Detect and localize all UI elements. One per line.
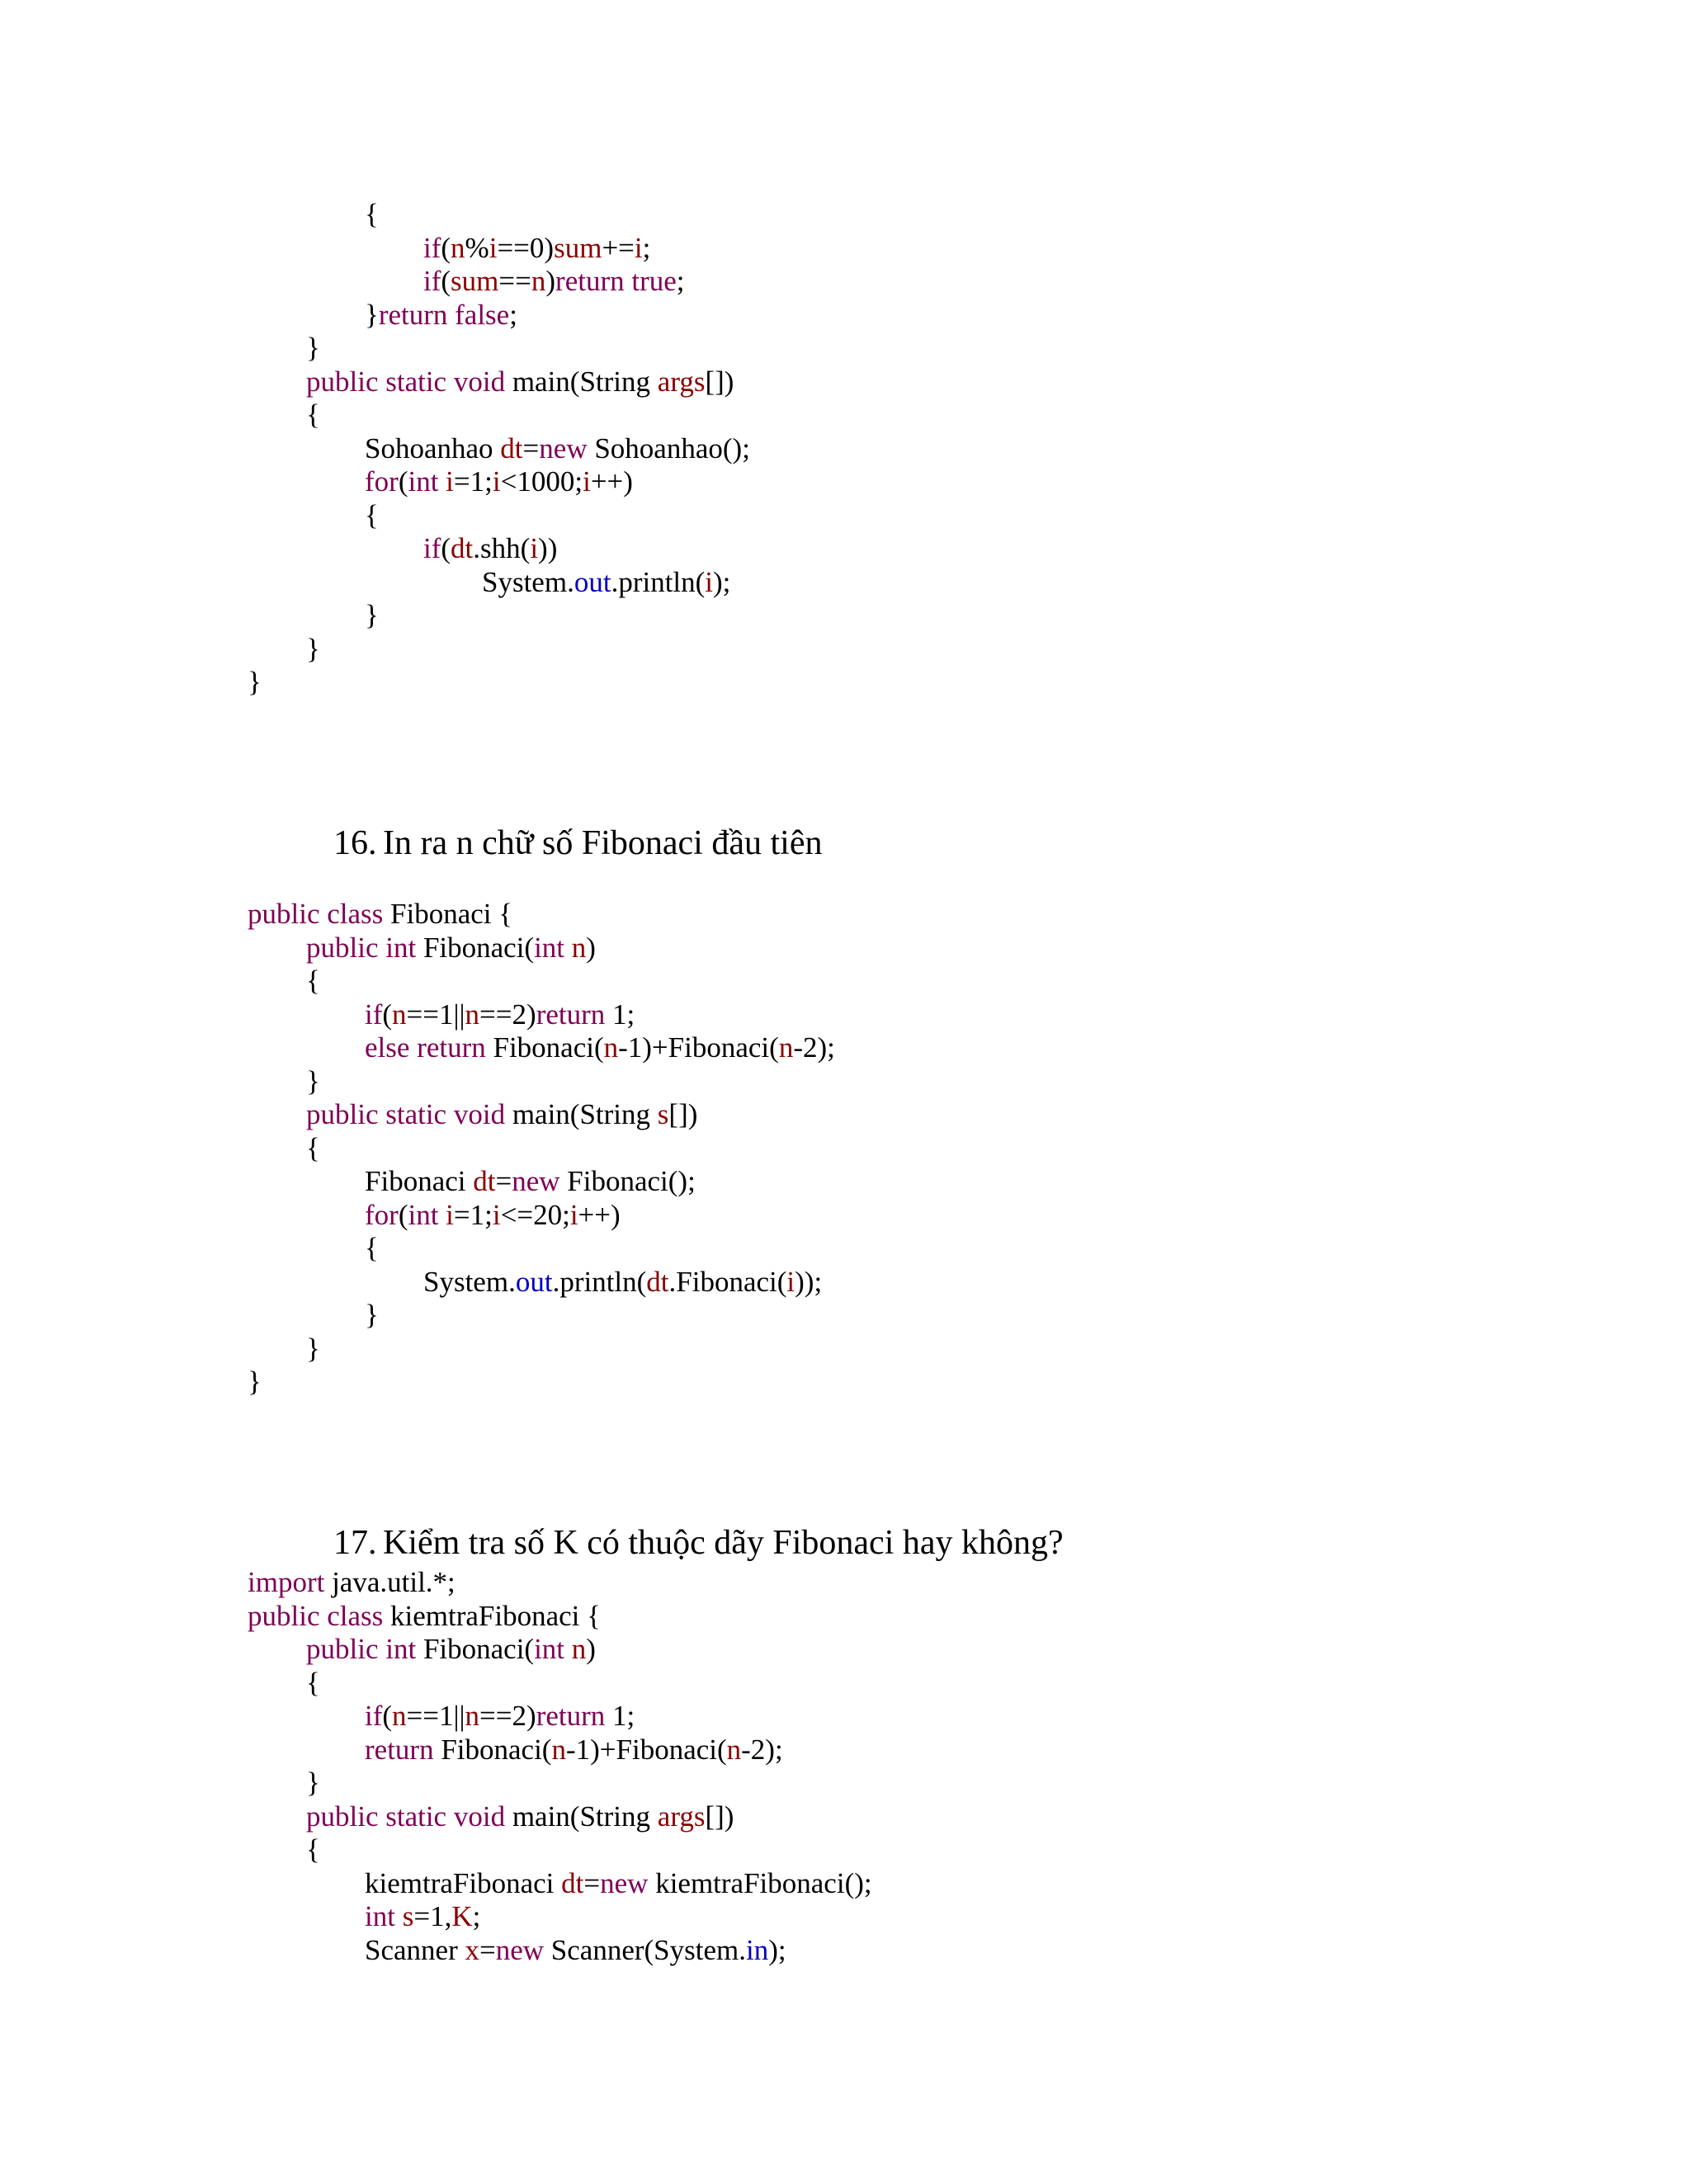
code-text: -2); <box>741 1733 783 1766</box>
code-keyword: int <box>408 1198 446 1231</box>
code-text: Fibonaci( <box>422 1633 535 1665</box>
code-block-perfect-number <box>248 198 750 700</box>
code-text: =1; <box>453 1198 493 1231</box>
code-text: = <box>583 1866 601 1899</box>
code-text: ++) <box>578 1198 621 1231</box>
code-keyword: return false <box>378 298 510 331</box>
code-text: Fibonaci( <box>422 931 535 964</box>
code-variable: n <box>571 1633 587 1665</box>
code-variable: args <box>657 365 706 398</box>
code-variable: i <box>492 1198 501 1231</box>
code-line <box>248 499 750 533</box>
code-text: = <box>522 432 540 465</box>
code-text: .println( <box>611 565 706 598</box>
code-text: } <box>365 599 379 631</box>
code-text: ; <box>676 265 685 297</box>
code-variable: i <box>786 1265 795 1298</box>
code-text: ==1|| <box>406 998 465 1031</box>
code-text: Sohoanhao(); <box>594 432 750 465</box>
code-text: -1)+Fibonaci( <box>565 1733 727 1766</box>
code-line <box>248 1734 872 1767</box>
code-variable: dt <box>451 532 474 564</box>
code-variable: i <box>492 465 501 498</box>
code-text: ==2) <box>479 998 536 1031</box>
code-text: <1000; <box>500 465 583 498</box>
section-title: In ra n chữ số Fibonaci đầu tiên <box>383 824 823 862</box>
code-text: kiemtraFibonaci(); <box>655 1866 872 1899</box>
code-text: main(String <box>512 1800 658 1833</box>
code-keyword: for <box>365 465 399 498</box>
code-keyword: return <box>536 998 613 1031</box>
code-variable: dt <box>500 432 523 465</box>
code-variable: i <box>446 465 454 498</box>
code-text: ; <box>472 1900 481 1932</box>
code-text: Scanner(System. <box>550 1933 746 1966</box>
code-line <box>248 666 750 700</box>
code-text: 1; <box>612 1700 635 1732</box>
code-field: out <box>574 565 611 598</box>
code-keyword: new <box>600 1866 656 1899</box>
code-text: Fibonaci( <box>493 1031 604 1064</box>
code-line <box>248 432 750 466</box>
code-line <box>248 1333 835 1366</box>
code-line <box>248 198 750 232</box>
code-text: ( <box>382 1700 393 1732</box>
code-text: { <box>306 1833 320 1866</box>
code-line <box>248 1767 872 1800</box>
code-keyword: new <box>539 432 595 465</box>
code-text: =1; <box>453 465 493 498</box>
code-line <box>248 1299 835 1333</box>
code-text: System. <box>423 1265 516 1298</box>
code-text: Fibonaci( <box>441 1733 552 1766</box>
code-line <box>248 532 750 566</box>
code-keyword: return <box>536 1700 613 1732</box>
code-line <box>248 1700 872 1734</box>
code-variable: x <box>465 1933 479 1966</box>
code-line <box>248 332 750 366</box>
code-text: Fibonaci { <box>390 898 513 930</box>
code-line <box>248 465 750 499</box>
code-text: { <box>306 1131 320 1164</box>
code-text: { <box>365 498 379 531</box>
code-keyword: else return <box>365 1031 493 1064</box>
code-text: []) <box>705 1800 734 1833</box>
code-keyword: int <box>534 931 572 964</box>
code-text: ++) <box>590 465 633 498</box>
code-line <box>248 633 750 667</box>
code-text: } <box>248 1366 262 1398</box>
code-text: } <box>306 332 320 364</box>
code-variable: n <box>726 1733 742 1766</box>
code-text: 1; <box>612 998 635 1031</box>
code-line <box>248 965 835 998</box>
code-variable: dt <box>646 1265 669 1298</box>
code-line <box>248 1031 835 1065</box>
code-keyword: public static void <box>306 1098 512 1130</box>
code-variable: s <box>657 1098 669 1130</box>
code-variable: n <box>465 998 480 1031</box>
code-text: { <box>306 1666 320 1699</box>
code-text: .Fibonaci( <box>668 1265 787 1298</box>
code-variable: args <box>657 1800 706 1833</box>
code-text: { <box>306 965 320 997</box>
code-line <box>248 1633 872 1667</box>
code-text: += <box>602 231 635 264</box>
code-text: } <box>365 1299 379 1331</box>
code-keyword: if <box>423 532 441 564</box>
code-text: .shh( <box>473 532 531 564</box>
code-line <box>248 1366 835 1399</box>
code-text: kiemtraFibonaci <box>365 1866 562 1899</box>
code-line <box>248 1566 872 1600</box>
code-keyword: if <box>423 265 441 297</box>
code-text: System. <box>482 565 574 598</box>
code-line <box>248 1934 872 1968</box>
section-heading-16 <box>299 781 822 905</box>
code-variable: s <box>402 1900 414 1932</box>
code-variable: i <box>569 1198 578 1231</box>
code-text: kiemtraFibonaci { <box>390 1599 601 1632</box>
code-text: ) <box>586 931 596 964</box>
code-keyword: public class <box>248 1599 391 1632</box>
code-text: =1, <box>413 1900 452 1932</box>
code-text: .println( <box>552 1265 647 1298</box>
code-text: java.util.*; <box>332 1566 456 1598</box>
code-line <box>248 1098 835 1132</box>
code-text: Scanner <box>365 1933 465 1966</box>
code-line <box>248 232 750 266</box>
code-keyword: for <box>365 1198 399 1231</box>
code-line <box>248 1266 835 1300</box>
code-variable: n <box>603 1031 619 1064</box>
code-text: )); <box>795 1265 823 1298</box>
code-text: -1)+Fibonaci( <box>618 1031 779 1064</box>
code-variable: n <box>392 998 407 1031</box>
code-text: []) <box>668 1098 698 1130</box>
code-text: ( <box>441 265 451 297</box>
code-text: { <box>365 1232 379 1264</box>
code-variable: i <box>530 532 539 564</box>
code-variable: n <box>392 1700 407 1732</box>
code-text: ); <box>713 565 731 598</box>
code-text: ; <box>509 298 517 331</box>
code-text: } <box>306 1332 320 1365</box>
code-line <box>248 1232 835 1266</box>
code-text: } <box>248 666 262 698</box>
code-line <box>248 1900 872 1934</box>
code-text: ( <box>441 231 451 264</box>
code-line <box>248 1199 835 1233</box>
code-text: ; <box>642 231 651 264</box>
code-line <box>248 1833 872 1867</box>
code-line <box>248 1667 872 1701</box>
code-line <box>248 299 750 333</box>
code-keyword: public class <box>248 898 391 930</box>
code-line <box>248 932 835 965</box>
code-text: = <box>479 1933 496 1966</box>
code-variable: n <box>551 1733 566 1766</box>
code-text: { <box>306 399 320 431</box>
code-keyword: if <box>365 998 383 1031</box>
code-variable: n <box>451 231 465 264</box>
code-line <box>248 1867 872 1901</box>
code-block-check-fibonacci <box>248 1566 872 1967</box>
code-variable: sum <box>554 231 602 264</box>
code-text: } <box>306 1064 320 1097</box>
code-text: Fibonaci(); <box>567 1165 696 1197</box>
code-line <box>248 265 750 299</box>
code-text: )) <box>538 532 558 564</box>
code-variable: i <box>446 1198 454 1231</box>
code-keyword: return <box>365 1733 441 1766</box>
code-keyword: public int <box>306 1633 423 1665</box>
code-keyword: int <box>408 465 446 498</box>
code-keyword: return true <box>555 265 677 297</box>
section-title: Kiểm tra số K có thuộc dãy Fibonaci hay không? <box>383 1524 1064 1562</box>
code-text: ( <box>382 998 393 1031</box>
code-variable: i <box>583 465 591 498</box>
code-line <box>248 1600 872 1634</box>
code-variable: i <box>634 231 643 264</box>
code-field: in <box>746 1933 769 1966</box>
code-text: main(String <box>512 1098 658 1130</box>
code-text: ) <box>545 265 556 297</box>
code-text: = <box>495 1165 512 1197</box>
code-line <box>248 898 835 932</box>
code-variable: dt <box>561 1866 584 1899</box>
section-number: 17. <box>333 1524 377 1562</box>
code-variable: dt <box>473 1165 496 1197</box>
code-variable: n <box>571 931 587 964</box>
code-line <box>248 399 750 432</box>
code-text: == <box>498 265 531 297</box>
code-keyword: new <box>495 1933 551 1966</box>
code-line <box>248 1800 872 1834</box>
code-keyword: import <box>248 1566 333 1598</box>
code-line <box>248 998 835 1032</box>
code-keyword: if <box>423 231 441 264</box>
code-line <box>248 1132 835 1166</box>
code-variable: i <box>489 231 498 264</box>
code-variable: n <box>465 1700 480 1732</box>
code-keyword: public static void <box>306 1800 512 1833</box>
code-text: Fibonaci <box>365 1165 474 1197</box>
code-text: ==2) <box>479 1700 536 1732</box>
code-text: main(String <box>512 365 658 398</box>
code-keyword: public int <box>306 931 423 964</box>
code-text: ==0) <box>497 231 555 264</box>
code-text: <=20; <box>500 1198 570 1231</box>
code-variable: i <box>705 565 714 598</box>
code-keyword: public static void <box>306 365 512 398</box>
code-text: ( <box>441 532 451 564</box>
code-variable: n <box>778 1031 794 1064</box>
code-text: } <box>306 632 320 665</box>
code-variable: sum <box>451 265 499 297</box>
code-text: ); <box>768 1933 786 1966</box>
code-text: } <box>365 298 379 331</box>
code-variable: n <box>531 265 546 297</box>
code-line <box>248 366 750 399</box>
code-text: Sohoanhao <box>365 432 501 465</box>
code-keyword: int <box>534 1633 572 1665</box>
code-line <box>248 1165 835 1199</box>
code-keyword: new <box>512 1165 568 1197</box>
code-text: []) <box>705 365 734 398</box>
code-block-fibonacci <box>248 898 835 1399</box>
code-text: } <box>306 1767 320 1799</box>
section-number: 16. <box>333 824 377 862</box>
code-line <box>248 566 750 600</box>
code-text: % <box>465 231 489 264</box>
code-line <box>248 599 750 633</box>
code-line <box>248 1065 835 1099</box>
code-field: out <box>515 1265 553 1298</box>
code-text: ==1|| <box>406 1700 465 1732</box>
code-variable: K <box>451 1900 473 1932</box>
code-text: ( <box>398 465 408 498</box>
code-keyword: if <box>365 1700 383 1732</box>
code-text: { <box>365 198 379 230</box>
code-text: ) <box>586 1633 596 1665</box>
code-text: ( <box>398 1198 408 1231</box>
code-keyword: int <box>365 1900 403 1932</box>
code-text: -2); <box>793 1031 835 1064</box>
